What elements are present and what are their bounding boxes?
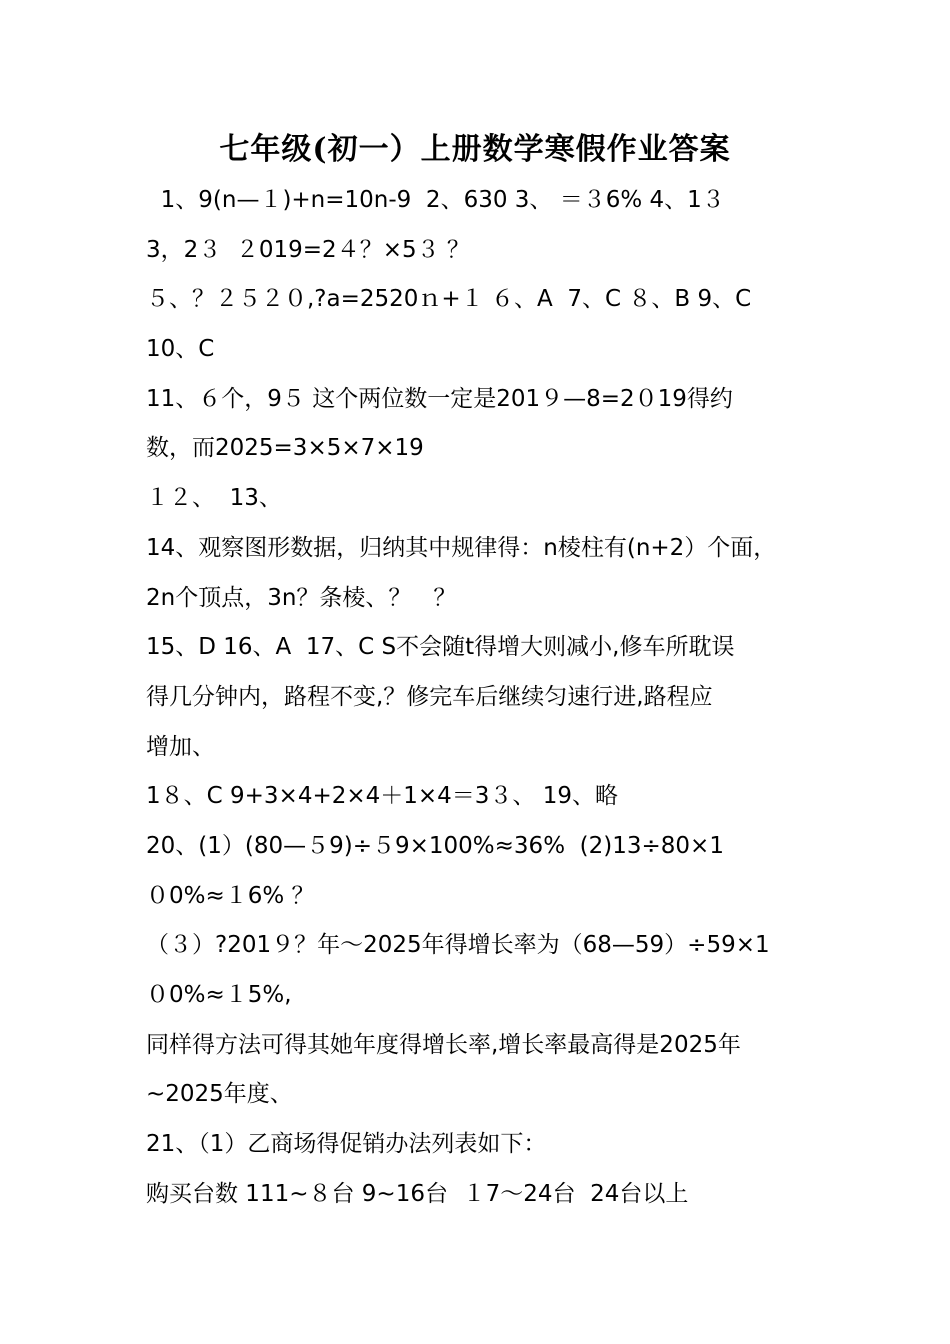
answer-line: 2n个顶点，3n？条棱、？ ？ — [146, 584, 457, 611]
answer-line: 21、（1）乙商场得促销办法列表如下： — [146, 1131, 547, 1158]
answer-line: 11、６个，9５ 这个两位数一定是201９—8=2０19得约 — [146, 385, 733, 412]
answer-line: 同样得方法可得其她年度得增长率,增长率最高得是2025年 — [146, 1031, 741, 1058]
answer-line: 1、9(n—１)+n=10n-9 2、630 3、 ＝３6% 4、1３ — [146, 187, 725, 213]
answer-line: ０0%≈１6% ？ — [146, 882, 315, 909]
answer-body — [146, 176, 826, 1219]
answer-line: ０0%≈１5%, — [146, 982, 292, 1008]
answer-line: 20、(1）(80—５9)÷５9×100%≈36% (2)13÷80×1 — [146, 832, 724, 859]
answer-line: 1８、C 9+3×4+2×4＋1×4＝3３、 19、略 — [146, 783, 619, 810]
answer-line: ５、？２５２０,?a=2520ｎ+１ ６、A 7、C ８、B 9、C — [146, 286, 752, 313]
answer-line: 得几分钟内，路程不变,？修完车后继续匀速行进,路程应 — [146, 683, 713, 710]
answer-line: 数，而2025=3×5×7×19 — [146, 435, 424, 462]
answer-line: ~2025年度、 — [146, 1081, 293, 1108]
answer-line: 增加、 — [146, 733, 215, 760]
answer-line: 10、C — [146, 336, 215, 363]
answer-line: １２、 13、 — [146, 485, 282, 512]
document-title: 七年级(初一）上册数学寒假作业答案 — [219, 132, 731, 167]
answer-line: 15、D 16、A 17、C S不会随t得增大则减小,修车所耽误 — [146, 634, 735, 661]
answer-line: （３）?201９？年～2025年得增长率为（68—59）÷59×1 — [146, 932, 770, 959]
answer-line: 14、观察图形数据，归纳其中规律得：n棱柱有(n+2）个面， — [146, 534, 777, 561]
answer-line: 购买台数 111~８台 9~16台 １7～24台 24台以上 — [146, 1180, 689, 1207]
answer-line: 3，2３ ２019=2４？×5３ ？ — [146, 236, 470, 263]
